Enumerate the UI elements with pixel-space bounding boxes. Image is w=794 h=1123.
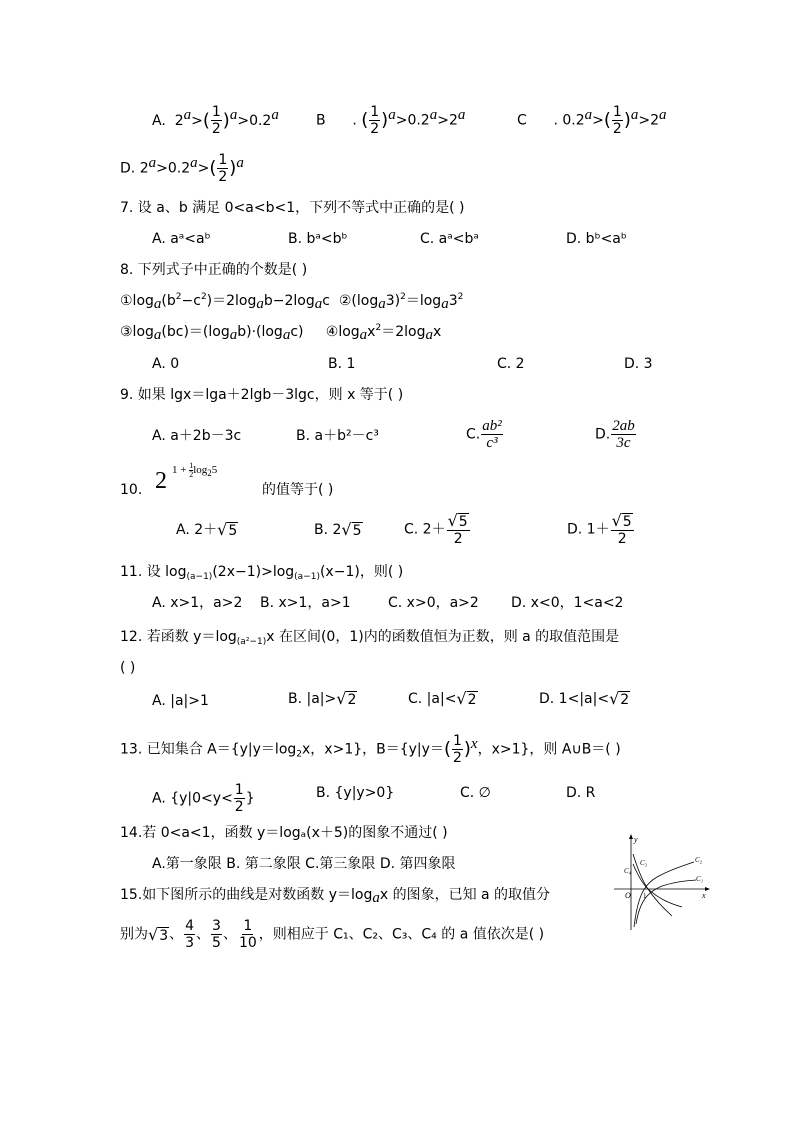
q7-option-c: C. aᵃ<bᵃ: [420, 231, 479, 247]
q13-option-c: C. ∅: [460, 785, 491, 801]
q7-stem: 7. 设 a、b 满足 0<a<b<1，下列不等式中正确的是( ): [120, 200, 465, 216]
q9-option-d: D. $\frac{2ab}{3c}$: [595, 418, 635, 451]
x-axis-label: x: [702, 891, 706, 900]
q14-options: A.第一象限 B. 第二象限 C.第三象限 D. 第四象限: [152, 856, 456, 872]
q8-option-a: A. 0: [152, 356, 180, 372]
q6-option-c: C . 0.2$^a$>( $\frac{1}{2}$ )$^a>2^a$: [517, 104, 667, 137]
q15-stem: 15.如下图所示的曲线是对数函数 $y=\log_ax$ 的图象，已知 a 的取值分: [120, 887, 551, 906]
q10-expression: 2 1 + $\frac{1}{2}$ $\log_25$: [155, 461, 218, 494]
y-axis-arrow: [629, 834, 633, 839]
origin-label: O: [625, 891, 631, 900]
q11-option-a: A. x>1，a>2: [152, 595, 243, 611]
q7-option-b: B. bᵃ<bᵇ: [288, 231, 348, 247]
q6-options-row-1: [152, 104, 279, 137]
c3-label: C₃: [640, 859, 648, 867]
q8-stem: 8. 下列式子中正确的个数是( ): [120, 262, 308, 278]
q13-option-d: D. R: [566, 785, 596, 801]
q13-option-b: B. {y|y>0}: [316, 785, 395, 801]
q10-option-d: D. 1＋ √ 5 2: [567, 511, 632, 547]
q9-option-b: B. a＋b²－c³: [296, 428, 379, 444]
q12-option-c: C. |a|< √ 2: [408, 689, 477, 708]
q15-values-line: 别为 √ 3 、 $\frac{4}{3}$ 、 $\frac{3}{5}$ 、 $\frac{1}{10}$ ，则相应于 C₁、C₂、C₃、C₄ 的 a 值依次是( ): [120, 918, 545, 951]
q9-option-c: C. $\frac{\text{ab²}}{\text{c³}}$: [466, 418, 502, 451]
x-axis-arrow: [705, 887, 710, 891]
q6-option-d: D. $2^a>0.2^a>$( $\frac{1}{2}$ )$^a$: [120, 152, 244, 185]
q14-stem: 14.若 0<a<1，函数 y＝logₐ(x＋5)的图象不通过( ): [120, 825, 448, 841]
q8-statements-3-4: $③\log_a(bc)=(\log_ab)\cdot(\log_ac)$ $④\log_ax^2=2\log_ax$: [120, 323, 442, 343]
q8-option-c: C. 2: [497, 356, 525, 372]
q7-option-a: A. aᵃ<aᵇ: [152, 231, 211, 247]
q10-stem-tail: 的值等于( ): [262, 482, 334, 498]
c2-label: C₂: [695, 856, 703, 864]
q11-option-b: B. x>1，a>1: [260, 595, 351, 611]
q11-option-d: D. x<0，1<a<2: [511, 595, 624, 611]
q11-stem: 11. 设 $\log_{(a-1)}(2x-1)>\log_{(a-1)}(x-1)$，则( ): [120, 564, 404, 582]
q12-option-d: D. 1<|a|< √ 2: [539, 689, 630, 708]
q13-option-a: A. {y|0<y< $\frac{1}{2}$ }: [152, 782, 255, 815]
q12-option-a: A. |a|>1: [152, 693, 209, 709]
one-label: 1: [643, 892, 647, 900]
q8-option-b: B. 1: [328, 356, 356, 372]
q8-option-d: D. 3: [624, 356, 653, 372]
q10-option-b: B. 2 √ 5: [314, 520, 362, 539]
c1-label: C₁: [696, 875, 704, 883]
q6-option-a: A. $2^a>$( $\frac{1}{2}$ )$^a$>0.2$^a$: [152, 104, 279, 137]
c4-label: C₄: [624, 867, 632, 875]
q10-option-a: A. 2＋ √ 5: [176, 520, 238, 539]
q6-option-b: B . ( $\frac{1}{2}$ )$^a>0.2^a>2^a$: [316, 104, 466, 137]
q12-stem: 12. 若函数 $y=\log_{(a^2-1)}x$ 在区间(0，1)内的函数值恒为正数，则 a 的取值范围是: [120, 629, 620, 647]
log-curves-graph: [612, 832, 712, 932]
q9-stem: 9. 如果 lgx＝lga＋2lgb－3lgc，则 x 等于( ): [120, 387, 404, 403]
y-axis-label: y: [634, 835, 638, 844]
q11-option-c: C. x>0，a>2: [388, 595, 479, 611]
q7-option-d: D. bᵇ<aᵇ: [566, 231, 627, 247]
q10-number: 10.: [120, 482, 143, 498]
curve-c4: [633, 864, 682, 907]
q13-stem: 13. 已知集合 $A=\{y|y=\log_2x$，x>1}，B＝{y|y＝( $\frac{1}{2}$ )$^x$，x>1}，则 A∪B＝( ): [120, 733, 621, 766]
half-fraction: $\frac{1}{2}$: [211, 104, 221, 137]
q12-option-b: B. |a|> √ 2: [288, 689, 357, 708]
q9-option-a: A. a＋2b－3c: [152, 428, 242, 444]
q10-option-c: C. 2＋ √ 5 2: [404, 511, 468, 547]
q8-statements-1-2: $①\log_a(b^2-c^2)=2\log_ab-2\log_ac$ $②(\log_a3)^2=\log_a3^2$: [120, 292, 464, 312]
q12-answer-paren: ( ): [120, 660, 136, 676]
curve-c1: [636, 880, 696, 924]
